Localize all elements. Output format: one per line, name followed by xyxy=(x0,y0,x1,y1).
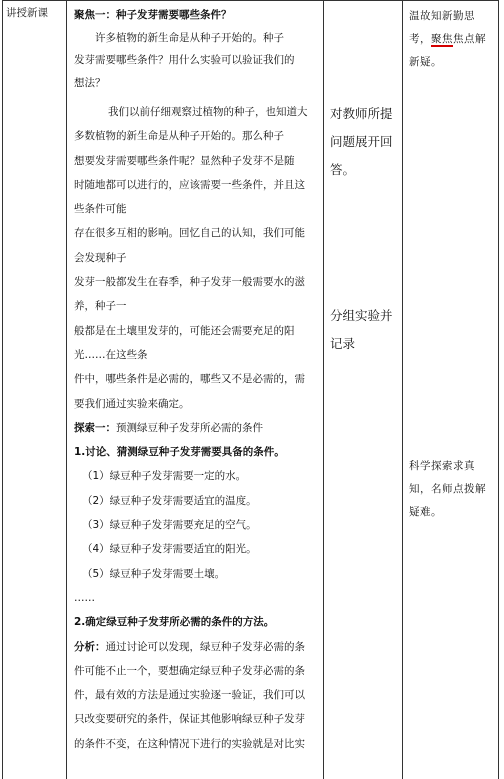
condition-item: （3）绿豆种子发芽需要充足的空气。 xyxy=(82,519,257,532)
subheading-1: 1.讨论、猜测绿豆种子发芽需要具备的条件。 xyxy=(74,446,285,459)
condition-item: （4）绿豆种子发芽需要适宜的阳光。 xyxy=(82,543,257,556)
intent-line: 知，名师点拨解 xyxy=(409,483,486,495)
analysis-label: 分析： xyxy=(74,640,106,653)
intro-line: 想法？ xyxy=(74,76,106,89)
intent-line: 新疑。 xyxy=(409,56,442,68)
intro-line: 发芽需要哪些条件？用什么实验可以验证我们的 xyxy=(74,54,295,66)
narrative-line: 多数植物的新生命是从种子开始的。那么种子 xyxy=(74,130,284,143)
narrative-line: 想要发芽需要哪些条件呢？显然种子发芽不是随 xyxy=(74,154,295,167)
intent-text: 焦点解 xyxy=(453,33,486,45)
condition-item: （1）绿豆种子发芽需要一定的水。 xyxy=(82,470,247,483)
analysis-line: 只改变要研究的条件，保证其他影响绿豆种子发芽 xyxy=(74,713,305,726)
condition-item: （5）绿豆种子发芽需要土壤。 xyxy=(82,567,226,580)
content-column xyxy=(74,4,322,756)
explore-text: 预测绿豆种子发芽所必需的条件 xyxy=(116,421,263,434)
design-intent-2 xyxy=(409,455,493,524)
narrative-line: 般都是在土壤里发芽的，可能还会需要充足的阳 xyxy=(74,324,295,337)
condition-item: （2）绿豆种子发芽需要适宜的温度。 xyxy=(82,494,257,507)
column-divider xyxy=(402,0,403,779)
intent-line: 温故知新勤思 xyxy=(409,10,475,22)
intent-text: 考， xyxy=(409,33,431,45)
highlighted-term: 聚焦 xyxy=(431,33,453,45)
activity-line: 对教师所提 xyxy=(330,106,393,121)
stage-label: 讲授新课 xyxy=(6,7,48,19)
teacher-activity-1 xyxy=(330,100,400,184)
analysis-line: 件，最有效的方法是通过实验逐一验证，我们可以 xyxy=(74,689,305,702)
narrative-line: 发芽一般都发生在春季，种子发芽一般需要水的滋 xyxy=(74,276,305,289)
narrative-line: 光……在这些条 xyxy=(74,348,148,361)
teacher-activity-2 xyxy=(330,302,400,358)
ellipsis: …… xyxy=(74,591,95,604)
narrative-line: 时随地都可以进行的，应该需要一些条件，并且这 xyxy=(74,178,305,191)
subheading-2: 2.确定绿豆种子发芽所必需的条件的方法。 xyxy=(74,616,275,629)
intent-line: 科学探索求真 xyxy=(409,460,475,472)
narrative-line: 会发现种子 xyxy=(74,251,127,264)
analysis-line: 的条件不变，在这种情况下进行的实验就是对比实 xyxy=(74,737,305,750)
intent-line xyxy=(409,28,493,51)
analysis-text: 通过讨论可以发现，绿豆种子发芽必需的条 xyxy=(105,640,305,653)
intro-line: 许多植物的新生命是从种子开始的。种子 xyxy=(95,31,284,44)
heading-focus-1: 聚焦一：种子发芽需要哪些条件？ xyxy=(74,9,232,21)
activity-line: 问题展开回 xyxy=(330,134,393,149)
intent-line: 疑难。 xyxy=(409,506,442,518)
activity-line: 分组实验并 xyxy=(330,308,393,323)
analysis-line: 件可能不止一个，要想确定绿豆种子发芽必需的条 xyxy=(74,664,305,677)
activity-line: 答。 xyxy=(330,162,356,177)
analysis-line xyxy=(74,635,322,659)
narrative-line: 存在很多互相的影响。回忆自己的认知，我们可能 xyxy=(74,227,305,240)
design-intent-1 xyxy=(409,5,493,74)
narrative-line: 养，种子一 xyxy=(74,300,127,313)
explore-heading xyxy=(74,416,322,440)
activity-line: 记录 xyxy=(330,336,356,351)
explore-label: 探索一： xyxy=(74,421,116,434)
column-divider xyxy=(66,0,67,779)
narrative-line: 要我们通过实验来确定。 xyxy=(74,397,190,410)
column-divider xyxy=(323,0,324,779)
narrative-line: 些条件可能 xyxy=(74,203,127,216)
narrative-line: 件中，哪些条件是必需的，哪些又不是必需的，需 xyxy=(74,373,305,386)
narrative-line: 我们以前仔细观察过植物的种子，也知道大 xyxy=(108,106,308,118)
